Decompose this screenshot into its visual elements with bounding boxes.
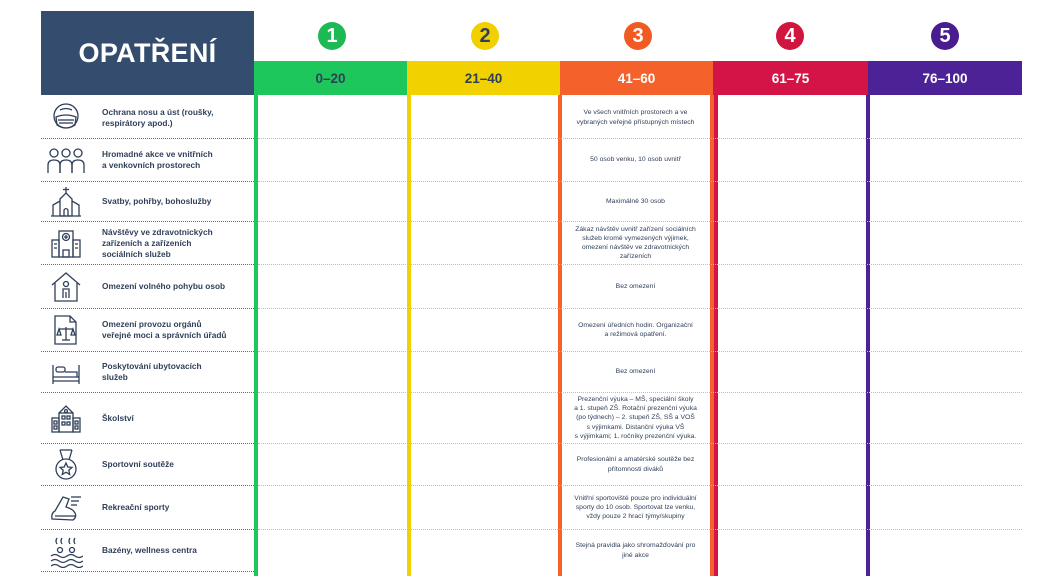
- level-3-cell: Profesionální a amatérské soutěže bez přítomnosti diváků: [576, 456, 695, 473]
- school-building-icon: [41, 398, 91, 438]
- measure-label: Svatby, pohřby, bohoslužby: [102, 196, 212, 206]
- level-5-range: 76–100: [868, 61, 1022, 95]
- level-2-range: 21–40: [407, 61, 560, 95]
- level-3-cell: 50 osob venku, 10 osob uvnitř: [590, 156, 681, 164]
- level-3-cell: Ve všech vnitřních prostorech a ve vybraných veřejně přístupných místech: [576, 109, 695, 126]
- measure-row-accommodation: [41, 352, 254, 392]
- measure-label: Omezení volného pohybu osob: [102, 281, 226, 291]
- level-3-cell: Zákaz návštěv uvnitř zařízení sociálních služeb kromě vymezených výjimek, omezení návštěv ve zdravotnických zařízeních: [575, 225, 696, 261]
- measure-row-competitions: [41, 444, 254, 485]
- level-5-column-line: [866, 95, 870, 576]
- level-1-badge: 1: [318, 22, 346, 50]
- measure-row-pools: [41, 530, 254, 571]
- level-1-column-line: [254, 95, 258, 576]
- measure-row-events: [41, 139, 254, 181]
- level-3-range: 41–60: [560, 61, 713, 95]
- measure-label: Omezení provozu orgánů veřejné moci a správních úřadů: [102, 319, 227, 340]
- level-2-badge: 2: [471, 22, 499, 50]
- row-separator: [41, 571, 254, 572]
- level-3-cell: Bez omezení: [615, 368, 656, 376]
- measure-row-visits: [41, 222, 254, 264]
- level-5-badge: 5: [931, 22, 959, 50]
- house-person-icon: [41, 267, 91, 307]
- level-3-cell: Bez omezení: [615, 282, 656, 290]
- level-3-cell: Omezení úředních hodin. Organizační a režimová opatření.: [578, 321, 693, 338]
- medal-icon: [41, 445, 91, 485]
- level-4-range: 61–75: [713, 61, 868, 95]
- level-4-badge: 4: [776, 22, 804, 50]
- measure-row-masks: [41, 97, 254, 138]
- measure-row-offices: [41, 309, 254, 351]
- face-mask-icon: [41, 98, 91, 138]
- running-shoe-icon: [41, 488, 91, 528]
- measure-row-education: [41, 393, 254, 443]
- measure-row-movement: [41, 265, 254, 308]
- measure-row-recreation: [41, 486, 254, 529]
- church-icon: [41, 182, 91, 222]
- document-scales-icon: [41, 310, 91, 350]
- level-3-badge: 3: [624, 22, 652, 50]
- level-3-cell: Prezenční výuka – MŠ, speciální školy a 1. stupeň ZŠ. Rotační prezenční výuka (po týdnech) – 2. stupeň ZŠ, SŠ a VOŠ s výjimkami. Distanční výuka VŠ s výjimkami; 1. ročníky prezenční výuka.: [574, 395, 697, 440]
- measure-label: Bazény, wellness centra: [102, 545, 197, 555]
- measure-label: Návštěvy ve zdravotnických zařízeních a zařízeních sociálních služeb: [102, 226, 213, 259]
- level-3-cell: Maximálně 30 osob: [606, 197, 665, 205]
- level-2-column-line: [407, 95, 411, 576]
- measure-row-ceremonies: [41, 182, 254, 221]
- measure-label: Hromadné akce ve vnitřních a venkovních prostorech: [102, 149, 213, 170]
- hospital-icon: [41, 223, 91, 263]
- measure-label: Školství: [102, 412, 134, 423]
- measure-label: Ochrana nosu a úst (roušky, respirátory apod.): [102, 106, 214, 128]
- level-1-range: 0–20: [254, 61, 407, 95]
- bed-icon: [41, 352, 91, 392]
- measure-label: Poskytování ubytovacích služeb: [102, 361, 202, 382]
- group-people-icon: [41, 140, 91, 180]
- swimming-pool-icon: [41, 531, 91, 571]
- level-3-cell: Vnitřní sportoviště pouze pro individuální sporty do 10 osob. Sportovat lze venku, vždy pouze 2 hrací týmy/skupiny: [574, 494, 697, 521]
- measure-label: Sportovní soutěže: [102, 459, 174, 469]
- level-3-cell: Stejná pravidla jako shromažďování pro jiné akce: [575, 542, 696, 559]
- level-4-column-line: [714, 95, 718, 576]
- measure-label: Rekreační sporty: [102, 502, 170, 512]
- page-title: OPATŘENÍ: [41, 11, 254, 95]
